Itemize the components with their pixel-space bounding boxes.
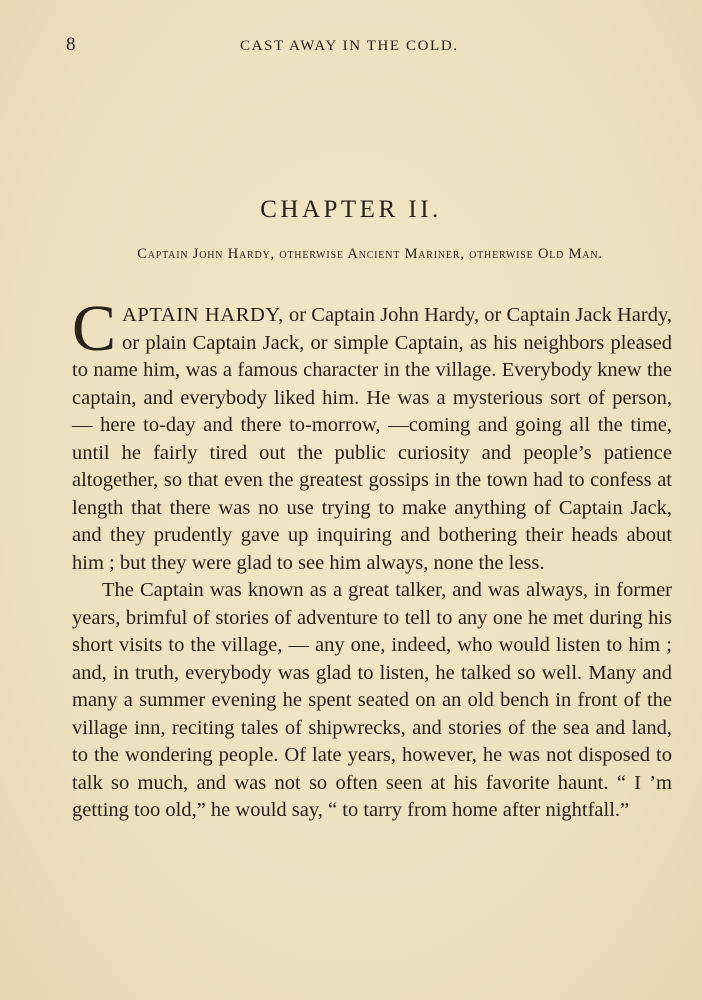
chapter-body — [72, 292, 672, 825]
paragraph-1-text: or Captain John Hardy, or Captain Jack Hardy, or plain Captain Jack, or simple Captain, as his neighbors pleased to name him, was a famous character in the village. Everybody knew the captain, and everybody liked him. He was a mysterious sort of person, — here to-day and there to-morrow, —coming and going all the time, until he fairly tired out the public curiosity and people’s patience altogether, so that even the greatest gossips in the town had to confess at length that there was no use trying to make anything of Captain Jack, and they prudently gave up inquiring and bothering their heads about him ; but they were glad to see him always, none the less. — [72, 304, 672, 574]
chapter-heading: CHAPTER II. — [260, 196, 442, 223]
paragraph-1-lead: APTAIN HARDY, — [122, 304, 284, 326]
drop-cap: C — [72, 292, 117, 365]
paragraph-1 — [72, 292, 672, 577]
running-header — [66, 34, 662, 60]
chapter-subheading: Captain John Hardy, otherwise Ancient Mariner, otherwise Old Man. — [137, 246, 603, 262]
paragraph-2: The Captain was known as a great talker, and was always, in former years, brimful of stories of adventure to tell to any one he met during his short visits to the village, — any one, indeed, who would listen to him ; and, in truth, everybody was glad to listen, he talked so well. Many and many a summer evening he spent seated on an old bench in front of the village inn, reciting tales of shipwrecks, and stories of the sea and land, to the wondering people. Of late years, however, he was not disposed to talk so much, and was not so often seen at his favorite haunt. “ I ’m getting too old,” he would say, “ to tarry from home after nightfall.” — [72, 579, 672, 821]
running-title: CAST AWAY IN THE COLD. — [240, 38, 459, 54]
page-number: 8 — [66, 34, 76, 55]
